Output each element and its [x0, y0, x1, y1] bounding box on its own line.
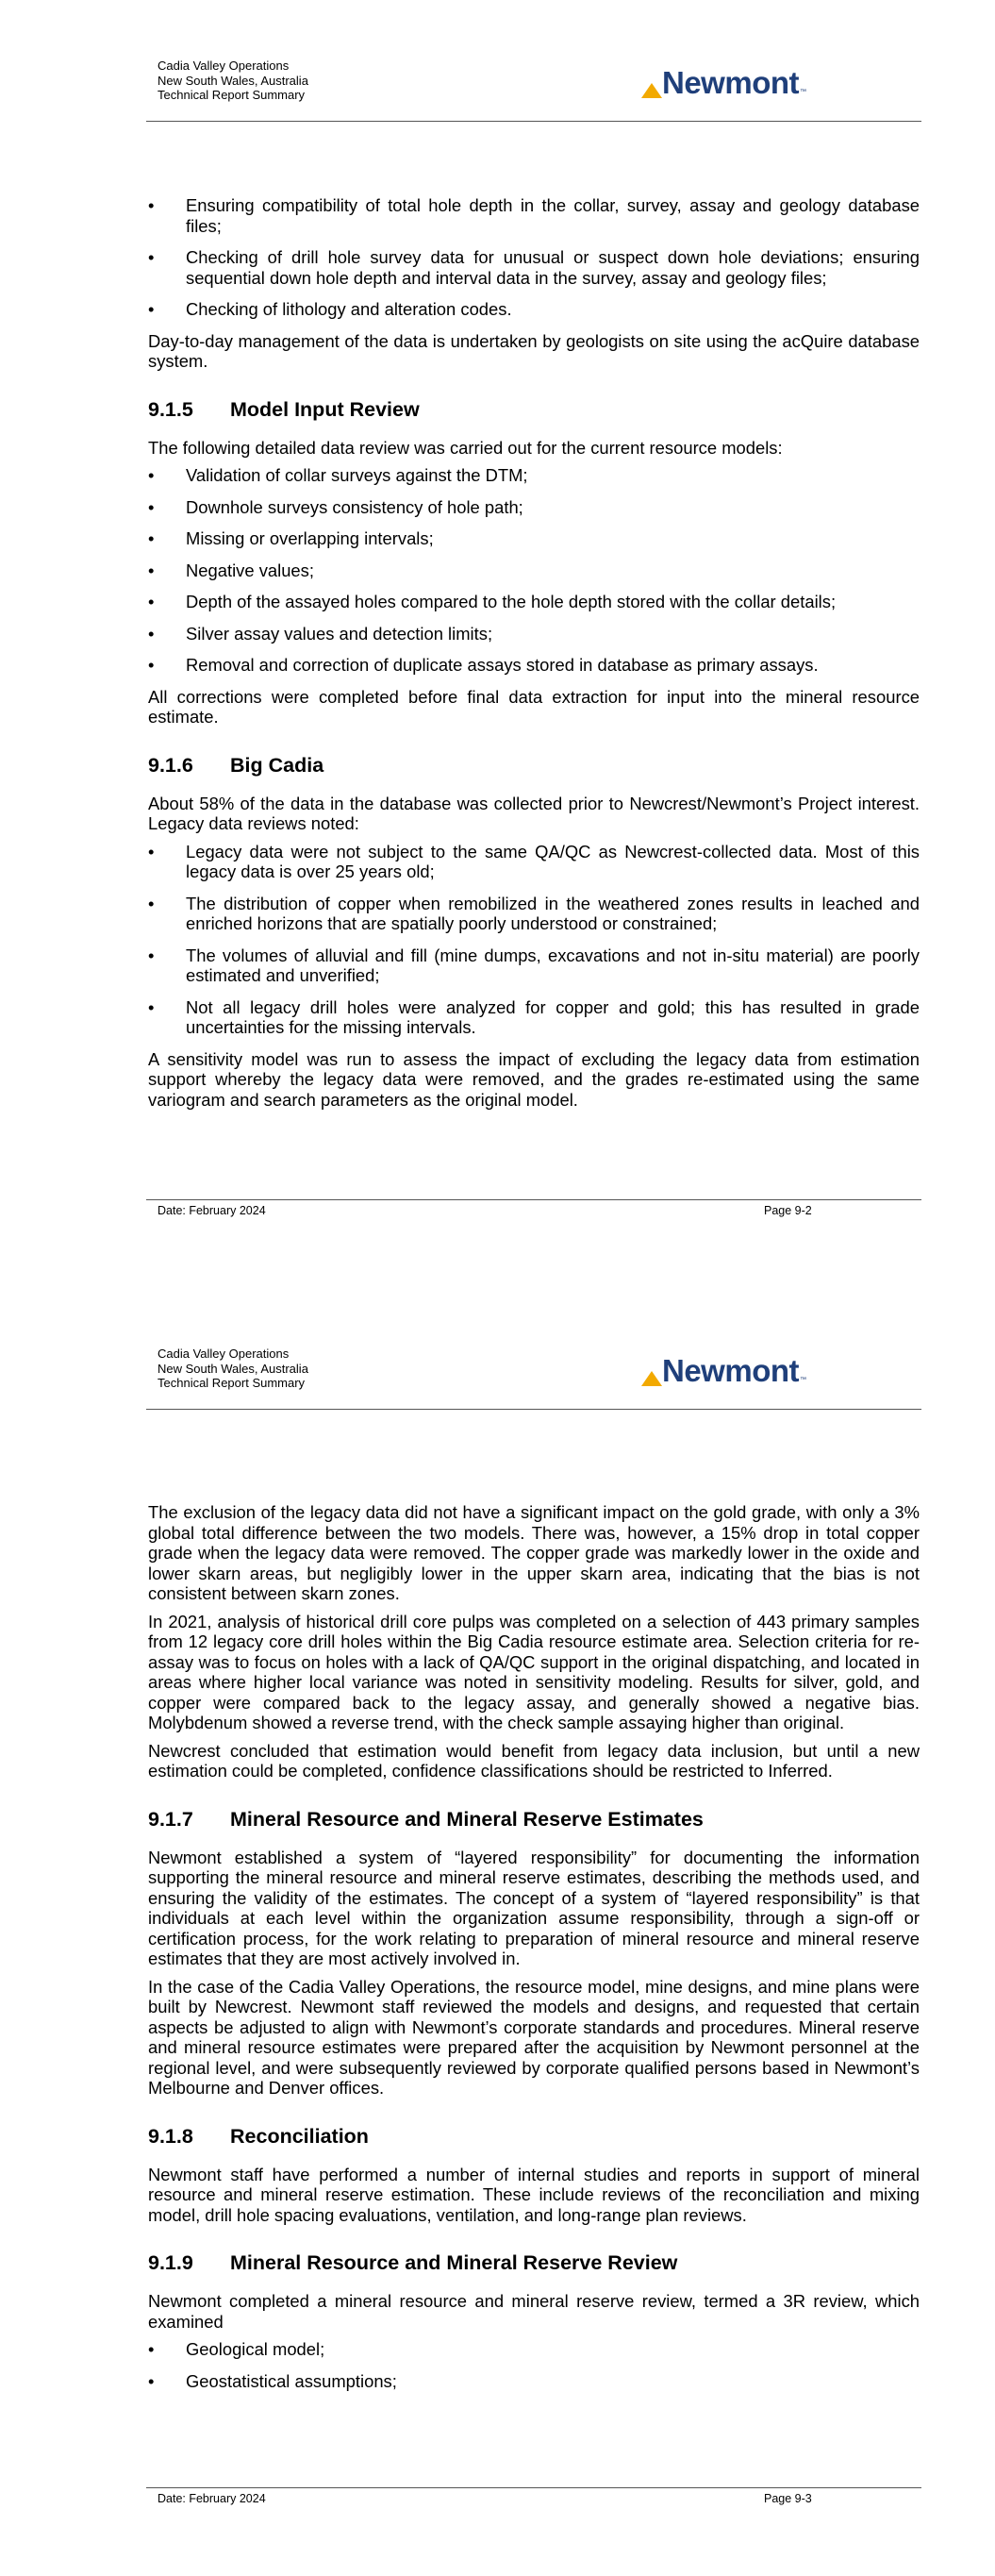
header-line-3: Technical Report Summary [158, 88, 306, 102]
section-number: 9.1.8 [148, 2124, 193, 2148]
paragraph: In the case of the Cadia Valley Operations, the resource model, mine designs, and mine plans were built by Newcrest. Newmont staff reviewed the models and designs, and requested that certain aspects be adjusted to align with Newmont’s corporate standards and procedures. Mineral reserve and mineral resource estimates were prepared after the acquisition by Newmont personnel at the regional level, and were subsequently reviewed by corporate qualified persons based in Newmont’s Melbourne and Denver offices. [148, 1976, 920, 2098]
header-divider [146, 1409, 921, 1410]
list-item: • Removal and correction of duplicate assays stored in database as primary assays. [148, 655, 819, 675]
page-9-3 [0, 1288, 995, 2576]
list-item: • The volumes of alluvial and fill (mine dumps, excavations and not in-situ material) are poorly estimated and unverified; [148, 945, 920, 985]
bullet-icon: • [148, 996, 155, 1017]
footer-date: Date: February 2024 [158, 2492, 266, 2505]
bullet-icon: • [148, 655, 155, 675]
paragraph: The following detailed data review was carried out for the current resource models: [148, 437, 783, 458]
list-item: • Not all legacy drill holes were analyzed for copper and gold; this has resulted in grade uncertainties for the missing intervals. [148, 996, 920, 1037]
logo-text: Newmont [662, 65, 799, 100]
footer-divider [146, 1199, 921, 1200]
section-heading-9-1-7 [148, 1808, 920, 1831]
newmont-logo [641, 60, 806, 98]
paragraph: About 58% of the data in the database was collected prior to Newcrest/Newmont’s Project interest. Legacy data reviews noted: [148, 793, 920, 833]
list-item: • The distribution of copper when remobilized in the weathered zones results in leached and enriched horizons that are spatially poorly understood or constrained; [148, 893, 920, 933]
header-divider [146, 121, 921, 122]
list-item: • Geological model; [148, 2339, 325, 2359]
section-number: 9.1.9 [148, 2251, 193, 2274]
paragraph: A sensitivity model was run to assess the impact of excluding the legacy data from estimation support whereby the legacy data were removed, and the grades re-estimated using the same variogram and search parameters as the original model. [148, 1048, 920, 1110]
paragraph: Day-to-day management of the data is undertaken by geologists on site using the acQuire database system. [148, 330, 920, 371]
list-item: • Validation of collar surveys against the DTM; [148, 465, 528, 485]
logo-trademark: ™ [800, 1377, 806, 1383]
section-number: 9.1.5 [148, 397, 193, 421]
section-heading-9-1-6 [148, 754, 920, 777]
list-item: • Ensuring compatibility of total hole depth in the collar, survey, assay and geology database files; [148, 195, 920, 236]
bullet-icon: • [148, 528, 155, 548]
bullet-list-3r-review [148, 2339, 920, 2391]
header-line-2: New South Wales, Australia [158, 73, 308, 88]
page-body [148, 195, 920, 1117]
page-header-text [158, 1347, 308, 1391]
header-line-2: New South Wales, Australia [158, 1361, 308, 1376]
bullet-icon: • [148, 893, 155, 913]
list-item: • Negative values; [148, 560, 314, 580]
paragraph: In 2021, analysis of historical drill core pulps was completed on a selection of 443 primary samples from 12 legacy core drill holes within the Big Cadia resource estimate area. Selection criteria for re-assay was to focus on holes with a lack of QA/QC support in the original dispatching, and located in areas where higher local variance was noted in sensitivity modeling. Results for silver, gold, and copper were compared back to the legacy assay, and generally showed a negative bias. Molybdenum showed a reverse trend, with the check sample assaying higher than original. [148, 1611, 920, 1732]
section-heading-9-1-8 [148, 2125, 920, 2148]
bullet-icon: • [148, 465, 155, 485]
list-item: • Checking of drill hole survey data for unusual or suspect down hole deviations; ensuring sequential down hole depth and interval data in the survey, assay and geology files; [148, 247, 920, 288]
list-item: • Geostatistical assumptions; [148, 2370, 397, 2391]
bullet-icon: • [148, 247, 155, 267]
paragraph: Newmont completed a mineral resource and mineral reserve review, termed a 3R review, which examined [148, 2291, 920, 2332]
logo-trademark: ™ [800, 89, 806, 95]
header-line-3: Technical Report Summary [158, 1376, 306, 1390]
list-item: • Downhole surveys consistency of hole path; [148, 496, 523, 517]
bullet-list-database-checks [148, 195, 920, 320]
footer-page-number: Page 9-3 [764, 2492, 812, 2505]
list-item: • Missing or overlapping intervals; [148, 528, 434, 548]
section-title: Big Cadia [230, 753, 324, 777]
paragraph: The exclusion of the legacy data did not have a significant impact on the gold grade, with only a 3% global total difference between the two models. There was, however, a 15% drop in total copper grade when the legacy data were removed. The copper grade was markedly lower in the oxide and lower skarn areas, but negligibly lower in the upper skarn area, indicating that the bias is not consistent between skarn zones. [148, 1502, 920, 1603]
bullet-icon: • [148, 2370, 155, 2391]
paragraph: Newmont established a system of “layered responsibility” for documenting the information supporting the mineral resource and mineral reserve estimates, describing the methods used, and ensuring the validity of the estimates. The concept of a system of “layered responsibility” is that individuals at each level within the organization assume responsibility, through a sign-off or certification process, for the work relating to preparation of mineral resource and mineral reserve estimates that they are most actively involved in. [148, 1847, 920, 1968]
bullet-icon: • [148, 195, 155, 215]
footer-date: Date: February 2024 [158, 1204, 266, 1217]
bullet-icon: • [148, 299, 155, 319]
bullet-icon: • [148, 2339, 155, 2359]
newmont-mark-icon [641, 1371, 662, 1386]
section-title: Mineral Resource and Mineral Reserve Estimates [230, 1807, 704, 1831]
footer-page-number: Page 9-2 [764, 1204, 812, 1217]
newmont-logo [641, 1348, 806, 1386]
bullet-list-legacy-data [148, 842, 920, 1038]
bullet-list-model-input [148, 465, 920, 676]
logo-text: Newmont [662, 1353, 799, 1388]
section-title: Model Input Review [230, 397, 420, 421]
newmont-mark-icon [641, 83, 662, 98]
section-heading-9-1-9 [148, 2251, 920, 2274]
bullet-icon: • [148, 592, 155, 611]
list-item: • Legacy data were not subject to the same QA/QC as Newcrest-collected data. Most of this legacy data is over 25 years old; [148, 841, 920, 881]
page-header-text [158, 59, 308, 103]
paragraph: Newmont staff have performed a number of internal studies and reports in support of mineral resource and mineral reserve estimation. These include reviews of the reconciliation and mixing model, drill hole spacing evaluations, ventilation, and long-range plan reviews. [148, 2164, 920, 2225]
bullet-icon: • [148, 623, 155, 644]
bullet-icon: • [148, 560, 155, 580]
header-line-1: Cadia Valley Operations [158, 59, 290, 73]
page-body [148, 1502, 920, 2402]
paragraph: All corrections were completed before final data extraction for input into the mineral resource estimate. [148, 686, 920, 727]
list-item: • Silver assay values and detection limits; [148, 623, 493, 644]
section-heading-9-1-5 [148, 398, 920, 421]
header-line-1: Cadia Valley Operations [158, 1347, 290, 1361]
paragraph: Newcrest concluded that estimation would benefit from legacy data inclusion, but until a new estimation could be completed, confidence classifications should be restricted to Inferred. [148, 1740, 920, 1781]
bullet-icon: • [148, 496, 155, 517]
list-item: • Checking of lithology and alteration codes. [148, 299, 512, 319]
bullet-icon: • [148, 841, 155, 861]
footer-divider [146, 2487, 921, 2488]
bullet-icon: • [148, 945, 155, 965]
section-number: 9.1.7 [148, 1807, 193, 1831]
section-title: Mineral Resource and Mineral Reserve Review [230, 2251, 678, 2274]
section-number: 9.1.6 [148, 753, 193, 777]
section-title: Reconciliation [230, 2124, 369, 2148]
list-item: • Depth of the assayed holes compared to the hole depth stored with the collar details; [148, 592, 837, 611]
